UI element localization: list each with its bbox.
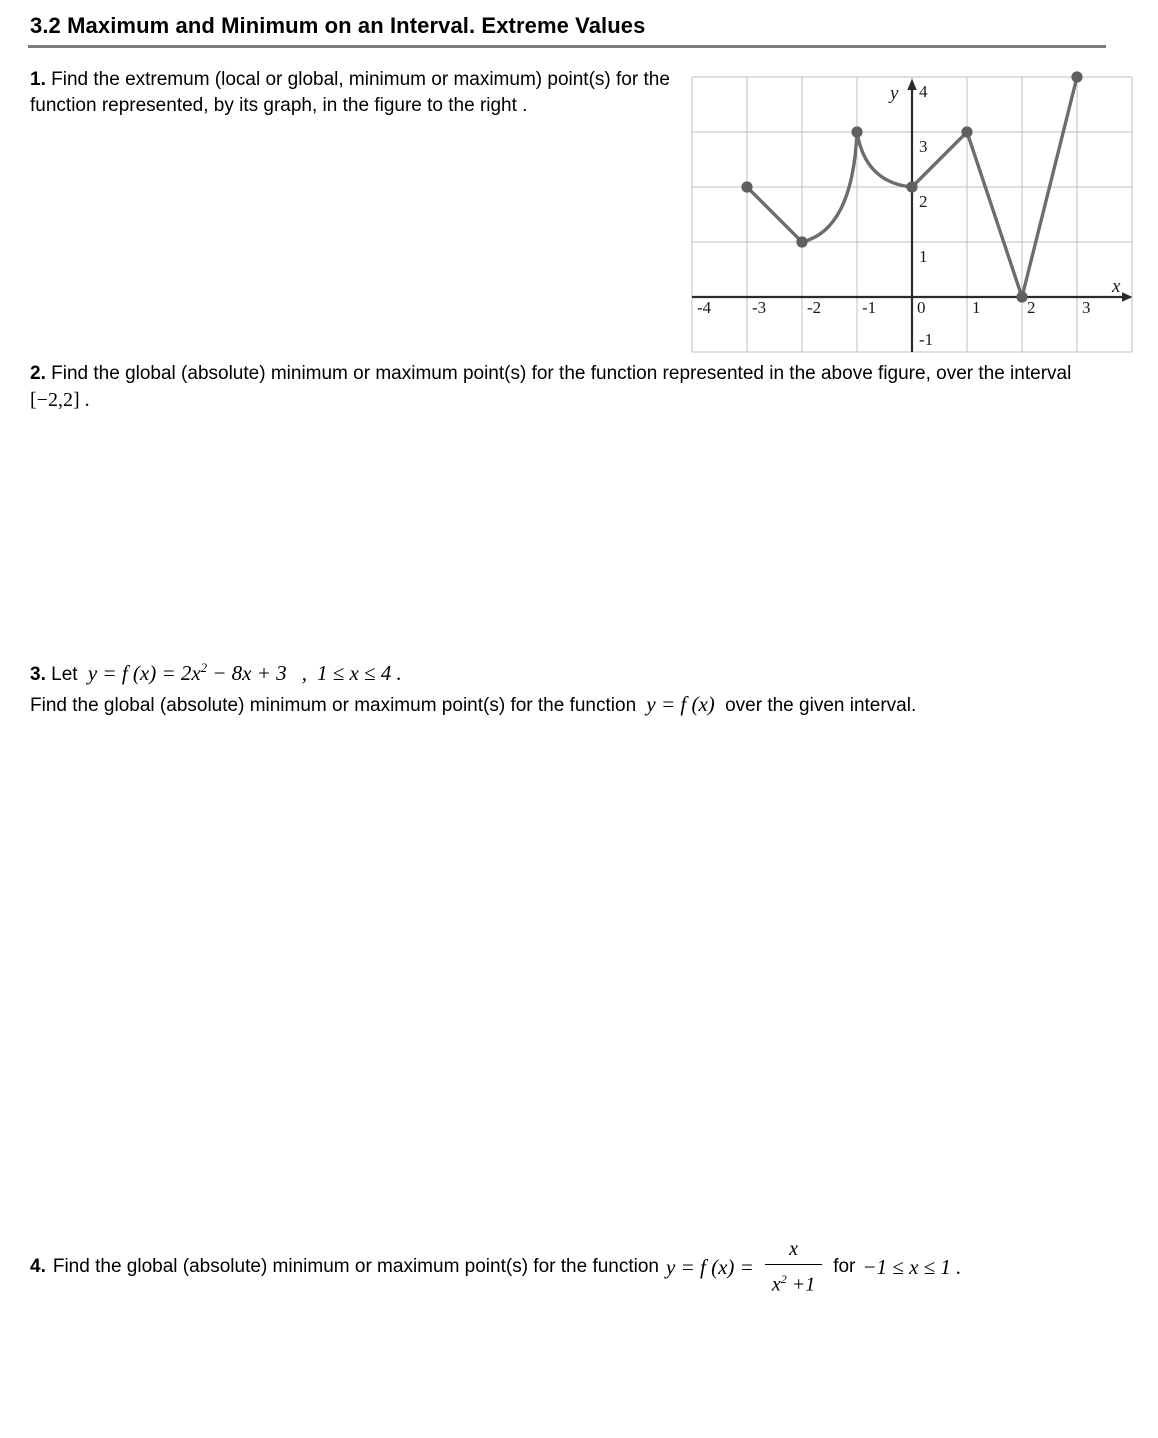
svg-text:y: y (890, 83, 899, 104)
page-title: 3.2 Maximum and Minimum on an Interval. Extreme Values (28, 13, 1106, 48)
problem-4-function-lhs: y = f (x) = (666, 1254, 754, 1279)
problem-4-domain: −1 ≤ x ≤ 1 . (862, 1254, 962, 1279)
svg-text:-1: -1 (862, 298, 877, 317)
svg-text:x: x (1112, 276, 1121, 297)
problem-1-text: Find the extremum (local or global, minimum or maximum) point(s) for the function represented, by its graph, in the figure to the right . (30, 69, 670, 116)
problem-4-connector: for (833, 1255, 856, 1277)
problem-3-number: 3. (30, 664, 46, 685)
fraction-denominator-exponent: 2 (780, 1272, 787, 1286)
problem-3-line2-pre: Find the global (absolute) minimum or maximum point(s) for the function (30, 695, 637, 716)
svg-text:3: 3 (919, 137, 928, 156)
function-graph-svg (688, 64, 1148, 364)
problem-4-fraction (765, 1236, 822, 1298)
problem-2 (30, 361, 1145, 414)
svg-text:2: 2 (1027, 298, 1036, 317)
problem-3-separator: , (301, 661, 307, 685)
fraction-denominator: $x^2 +1$ (765, 1264, 822, 1298)
problem-1-number: 1. (30, 69, 46, 90)
svg-text:2: 2 (919, 192, 928, 211)
problem-3-lead: Let (51, 664, 78, 685)
problem-3-line2-math: y = f (x) (646, 692, 715, 716)
problem-2-number: 2. (30, 363, 46, 384)
problem-3-domain: 1 ≤ x ≤ 4 . (316, 661, 402, 685)
svg-text:-1: -1 (919, 330, 934, 349)
problem-4-text: Find the global (absolute) minimum or maximum point(s) for the function (52, 1255, 659, 1277)
problem-1 (30, 67, 682, 119)
problem-4 (30, 1236, 961, 1298)
svg-text:-2: -2 (807, 298, 822, 317)
problem-4-number: 4. (30, 1255, 46, 1277)
svg-text:-3: -3 (752, 298, 767, 317)
problem-3-line-1 (30, 655, 402, 688)
function-graph-figure (688, 64, 1148, 364)
svg-text:-4: -4 (697, 298, 712, 317)
svg-text:1: 1 (972, 298, 981, 317)
svg-text:0: 0 (917, 298, 926, 317)
svg-text:3: 3 (1082, 298, 1091, 317)
problem-3-formula: y = f $(x) = 2x^2 - 8x + 3$ (87, 661, 287, 685)
problem-3-exponent: 2 (200, 661, 208, 675)
problem-3-line-2 (30, 691, 916, 719)
problem-2-interval: [−2,2] . (30, 389, 90, 411)
fraction-numerator: x (789, 1238, 798, 1260)
problem-2-text: Find the global (absolute) minimum or maximum point(s) for the function represented in the above figure, over the interval (51, 363, 1072, 384)
problem-3-line2-post: over the given interval. (725, 695, 917, 716)
svg-text:4: 4 (919, 82, 928, 101)
svg-text:1: 1 (919, 247, 928, 266)
